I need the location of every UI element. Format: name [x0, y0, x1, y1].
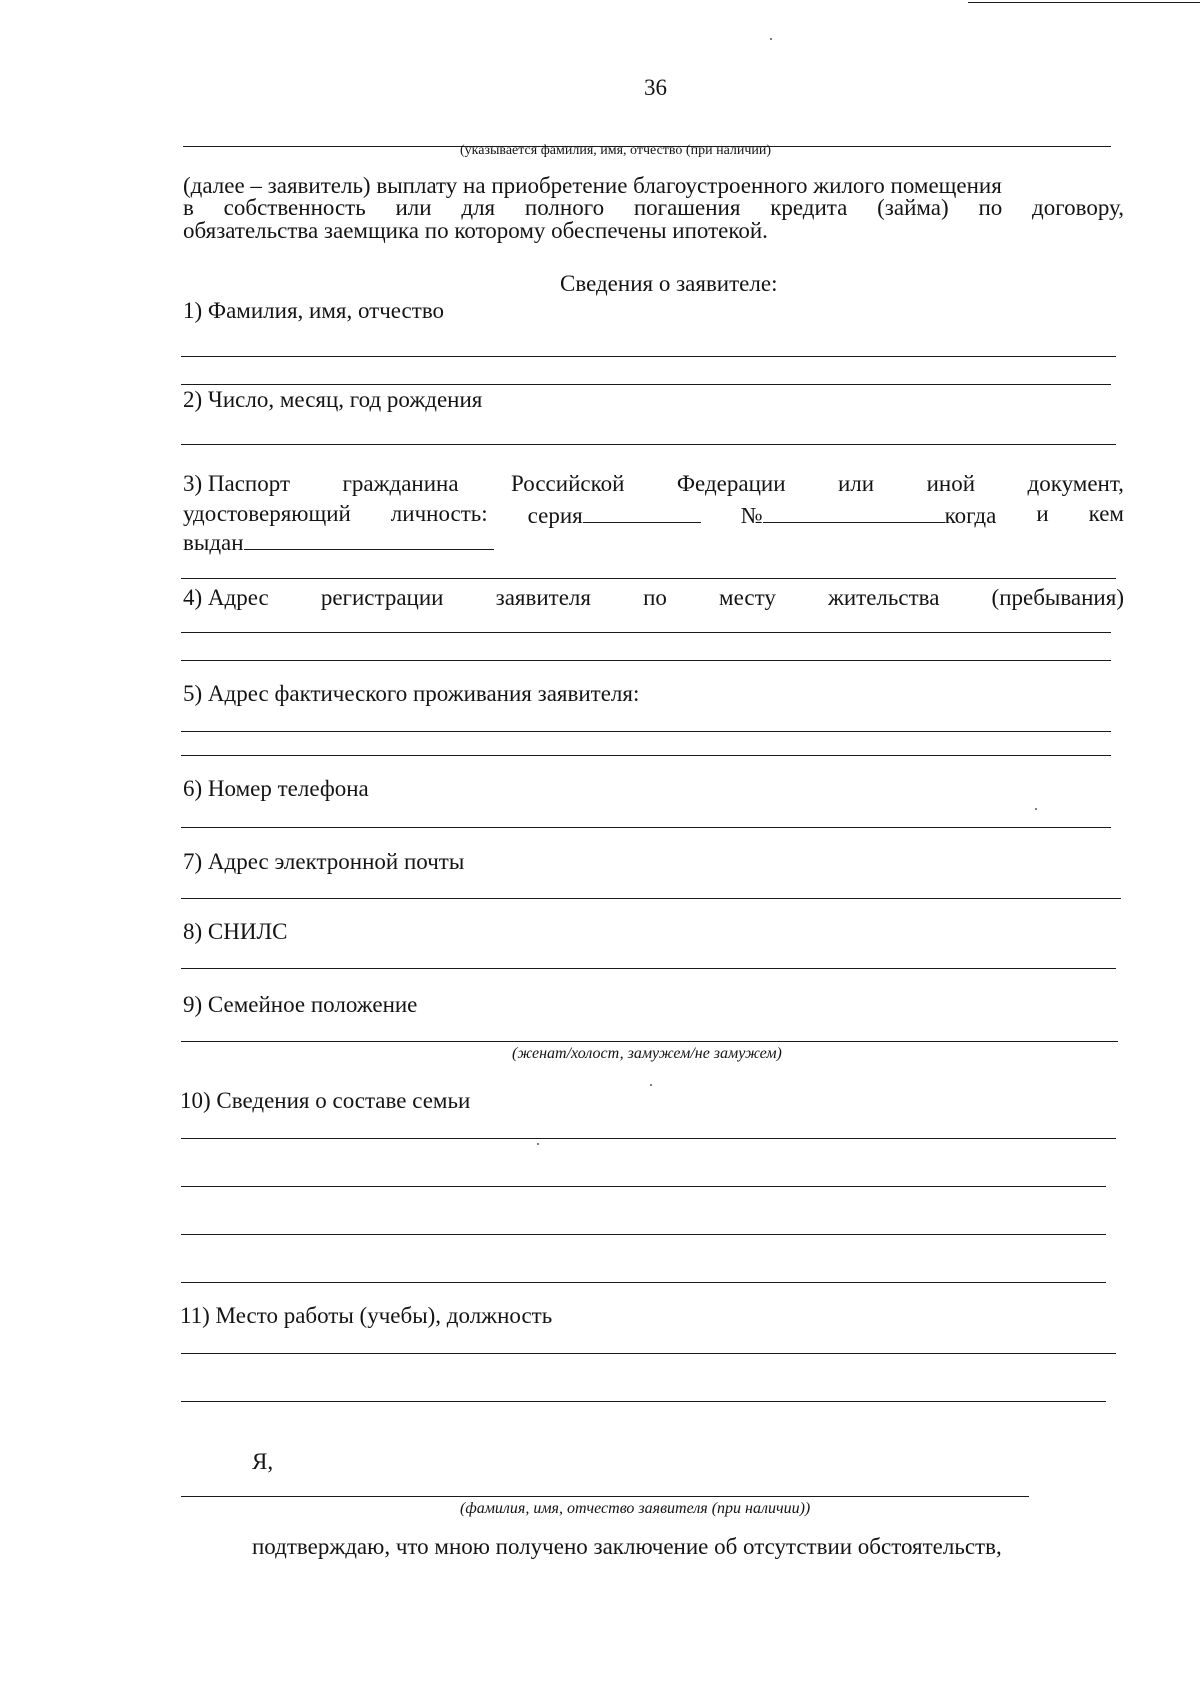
confirm-name-line[interactable] [181, 1496, 1029, 1497]
scan-speck [650, 1084, 652, 1086]
scan-speck [537, 1143, 539, 1145]
item-3-line-extra[interactable] [181, 578, 1116, 579]
intro-line-3: обязательства заемщика по которому обеспечены ипотекой. [183, 218, 768, 243]
item-10-label: 10) Сведения о составе семьи [180, 1088, 471, 1113]
item-7-line[interactable] [181, 898, 1121, 899]
scan-speck [770, 38, 772, 40]
passport-issued-field[interactable] [244, 527, 494, 550]
item-10-line-3[interactable] [181, 1234, 1106, 1235]
item-1-line-1[interactable] [181, 356, 1116, 357]
item-3-line-3: выдан [183, 527, 494, 557]
item-10-line-2[interactable] [181, 1186, 1106, 1187]
item-9-line[interactable] [181, 1041, 1118, 1042]
item-7-label: 7) Адрес электронной почты [183, 849, 465, 874]
item-1-line-2[interactable] [181, 384, 1111, 385]
intro-line-1: (далее – заявитель) выплату на приобретение благоустроенного жилого помещения [183, 173, 1002, 198]
item-1-label: 1) Фамилия, имя, отчество [183, 298, 445, 323]
intro-line-2: в собственность или для полного погашения кредита (займа) по договору, [183, 195, 1124, 220]
passport-number-field[interactable] [763, 500, 945, 523]
item-9-label: 9) Семейное положение [183, 992, 418, 1017]
item-5-line-1[interactable] [181, 731, 1111, 732]
item-10-line-1[interactable] [181, 1138, 1116, 1139]
item-9-caption: (женат/холост, замужем/не замужем) [512, 1045, 782, 1062]
item-3-line-1: 3) Паспорт гражданина Российской Федерации или иной документ, [183, 471, 1124, 496]
confirm-text: подтверждаю, что мною получено заключение об отсутствии обстоятельств, [252, 1534, 1002, 1559]
item-8-label: 8) СНИЛС [183, 919, 288, 944]
item-8-line[interactable] [181, 968, 1116, 969]
passport-series-field[interactable] [583, 500, 701, 523]
item-3-line-2: удостоверяющий личность: серия № когда и кем [183, 501, 1124, 528]
scan-edge-line [968, 2, 1200, 3]
item-5-line-2[interactable] [181, 755, 1111, 756]
item-2-label: 2) Число, месяц, год рождения [183, 387, 483, 412]
item-10-line-4[interactable] [181, 1282, 1106, 1283]
item-4-line-1[interactable] [181, 632, 1111, 633]
item-6-line[interactable] [181, 827, 1111, 828]
header-caption: (указывается фамилия, имя, отчество (при наличии) [460, 143, 772, 158]
confirm-ya: Я, [252, 1449, 274, 1474]
page-number: 36 [644, 75, 667, 100]
item-6-label: 6) Номер телефона [183, 776, 369, 801]
item-4-line-2[interactable] [181, 660, 1111, 661]
item-5-label: 5) Адрес фактического проживания заявителя: [183, 681, 640, 706]
scan-speck [1035, 808, 1037, 810]
passport-number: № когда [741, 500, 997, 530]
item-11-line-2[interactable] [181, 1401, 1106, 1402]
item-11-line-1[interactable] [181, 1353, 1116, 1354]
confirm-caption: (фамилия, имя, отчество заявителя (при наличии)) [460, 1500, 811, 1517]
item-4-label: 4) Адрес регистрации заявителя по месту жительства (пребывания) [183, 585, 1124, 610]
item-2-line[interactable] [181, 444, 1116, 445]
section-title: Сведения о заявителе: [560, 271, 778, 296]
item-11-label: 11) Место работы (учебы), должность [180, 1303, 553, 1328]
passport-series: серия [528, 500, 701, 530]
